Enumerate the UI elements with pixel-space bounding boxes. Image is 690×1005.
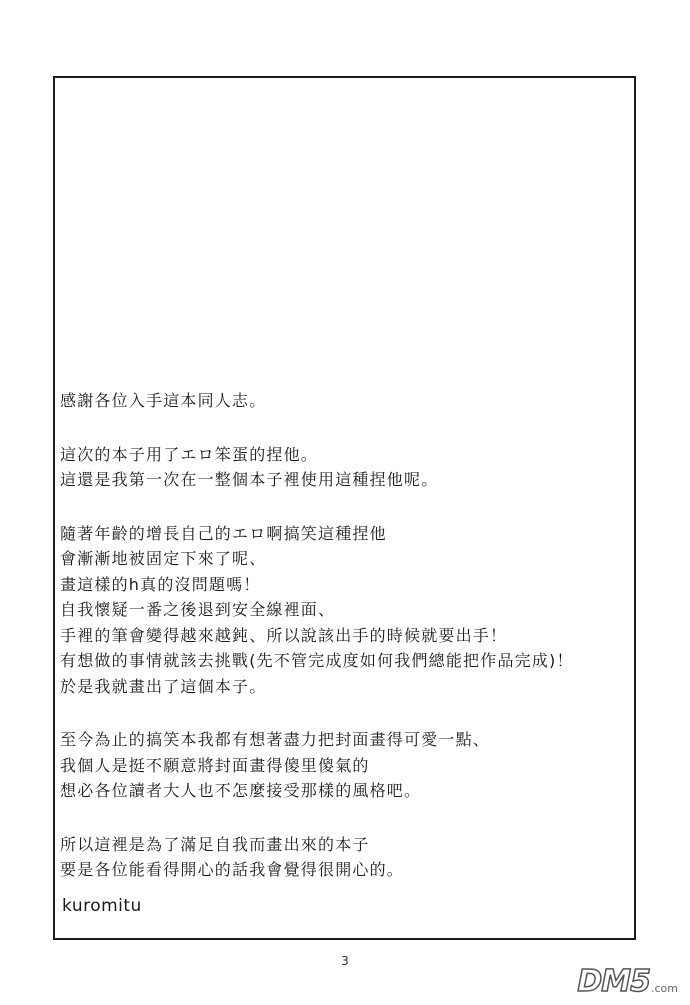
text-line: 這次的本子用了エロ笨蛋的捏他。	[60, 444, 319, 464]
afterword-text	[60, 388, 630, 911]
text-line: 我個人是挺不願意將封面畫得傻里傻氣的	[60, 755, 370, 775]
text-line: 於是我就畫出了這個本子。	[60, 676, 267, 696]
paragraph	[60, 442, 630, 493]
text-line: 所以這裡是為了滿足自我而畫出來的本子	[60, 834, 370, 854]
text-line: 感謝各位入手這本同人志。	[60, 391, 267, 410]
site-watermark	[577, 964, 678, 999]
paragraph	[60, 727, 630, 804]
text-line: 手裡的筆會變得越來越鈍、所以說該出手的時候就要出手！	[60, 625, 508, 645]
paragraph	[60, 832, 630, 883]
text-line: 有想做的事情就該去挑戰(先不管完成度如何我們總能把作品完成)！	[60, 651, 574, 670]
page-number: 3	[341, 954, 349, 968]
paragraph	[60, 388, 630, 414]
text-line: 這還是我第一次在一整個本子裡使用這種捏他呢。	[60, 470, 439, 489]
text-line: 要是各位能看得開心的話我會覺得很開心的。	[60, 860, 405, 879]
text-line: 至今為止的搞笑本我都有想著盡力把封面畫得可愛一點、	[60, 730, 491, 749]
text-line: 想必各位讀者大人也不怎麼接受那樣的風格吧。	[60, 781, 422, 800]
author-signature: kuromitu	[62, 896, 142, 916]
text-line: 畫這樣的h真的沒問題嗎！	[60, 574, 261, 594]
watermark-domain: .com	[651, 982, 678, 995]
watermark-logo-text: DM5	[577, 964, 650, 999]
paragraph	[60, 521, 630, 700]
text-line: 會漸漸地被固定下來了呢、	[60, 549, 267, 568]
text-line: 自我懷疑一番之後退到安全線裡面、	[60, 600, 336, 619]
text-line: 隨著年齡的增長自己的エロ啊搞笑這種捏他	[60, 523, 387, 543]
